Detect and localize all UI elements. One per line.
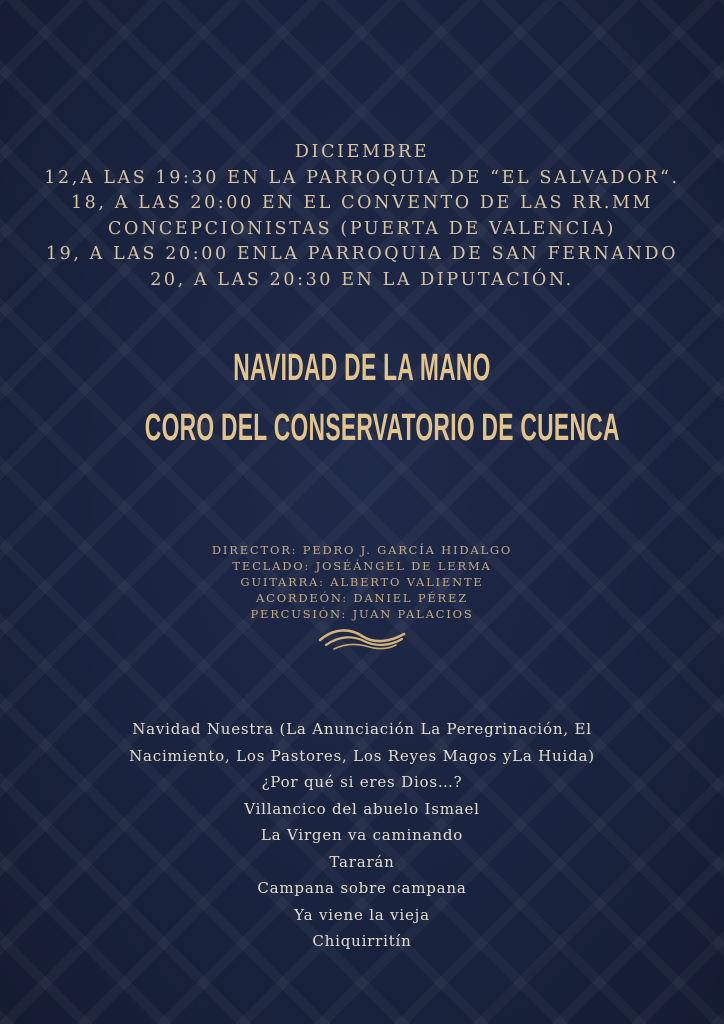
- date-line-12: 12,A LAS 19:30 EN LA PARROQUIA DE “EL SALVADOR“.: [44, 167, 680, 188]
- credit-guitar: GUITARRA: ALBERTO VALIENTE: [240, 575, 484, 589]
- date-line-19: 19, A LAS 20:00 ENLA PARROQUIA DE SAN FERNANDO: [45, 244, 679, 264]
- performance-dates: [0, 140, 724, 293]
- date-line-20: 20, A LAS 20:30 EN LA DIPUTACIÓN.: [150, 269, 574, 290]
- wave-flourish-icon: [316, 622, 408, 652]
- title-block: [0, 338, 724, 458]
- program-item: Campana sobre campana: [257, 879, 467, 897]
- date-line-18-cont: CONCEPCIONISTAS (PUERTA DE VALENCIA): [108, 218, 616, 239]
- credit-accordion: ACORDEÓN: DANIEL PÉREZ: [255, 591, 468, 605]
- event-title: NAVIDAD DE LA MANO: [233, 347, 491, 389]
- credits-list: [0, 542, 724, 622]
- credit-keyboard: TECLADO: JOSÉÁNGEL DE LERMA: [232, 559, 492, 573]
- program-item: La Virgen va caminando: [260, 826, 464, 844]
- program-list: [0, 716, 724, 955]
- dates-month: DICIEMBRE: [294, 142, 430, 162]
- program-item: Ya viene la vieja: [294, 905, 430, 924]
- program-item: Nacimiento, Los Pastores, Los Reyes Magos yLa Huida): [129, 746, 595, 765]
- program-item: Chiquirritín: [312, 932, 412, 950]
- program-item: Villancico del abuelo Ismael: [244, 799, 480, 818]
- choir-title: CORO DEL CONSERVATORIO DE CUENCA: [144, 407, 620, 449]
- program-item: Navidad Nuestra (La Anunciación La Peregrinación, El: [132, 720, 592, 738]
- date-line-18: 18, A LAS 20:00 EN EL CONVENTO DE LAS RR.MM: [70, 193, 654, 213]
- program-item: Tararán: [329, 852, 395, 871]
- credit-director: DIRECTOR: PEDRO J. GARCÍA HIDALGO: [211, 543, 513, 557]
- credit-percussion: PERCUSIÓN: JUAN PALACIOS: [250, 607, 474, 621]
- program-item: ¿Por qué si eres Dios…?: [261, 773, 463, 791]
